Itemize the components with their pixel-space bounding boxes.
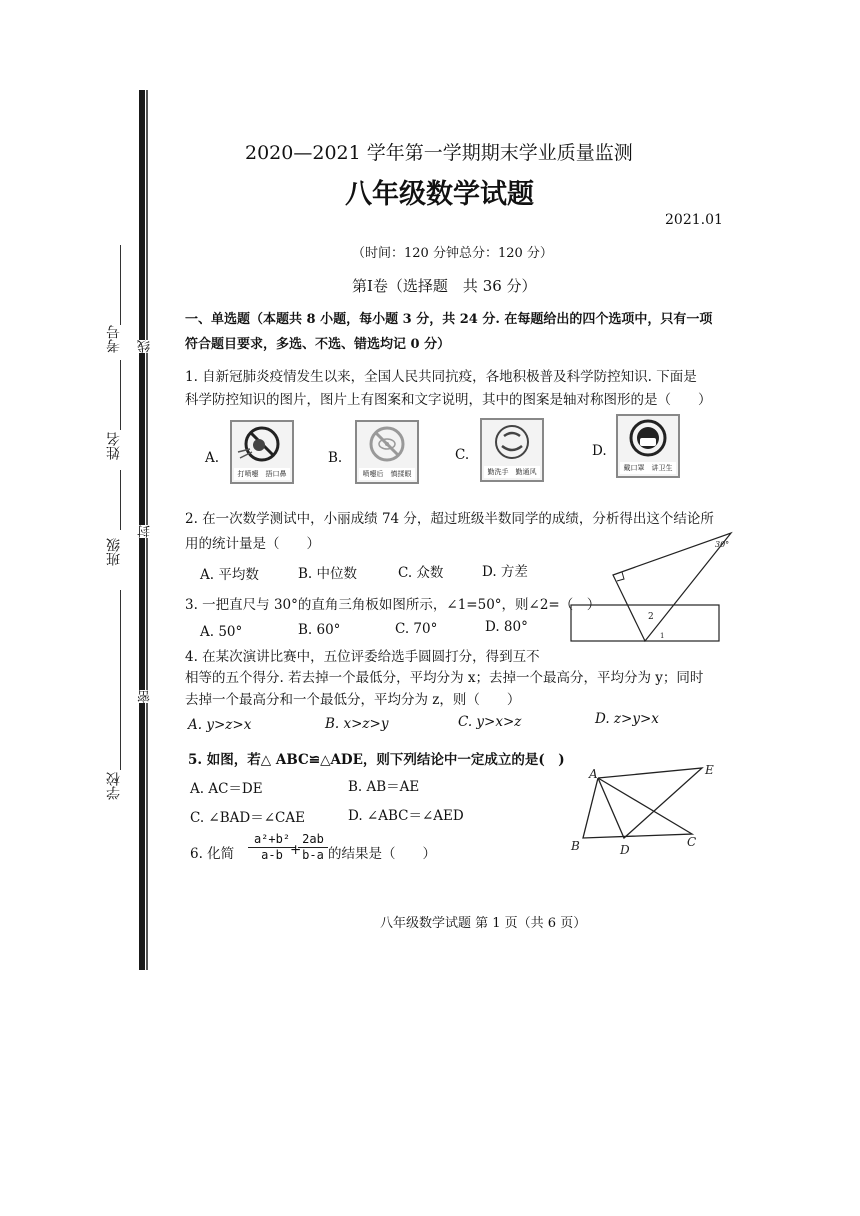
q1-option-c-label: C.	[455, 447, 470, 463]
q4-line1: 4. 在某次演讲比赛中，五位评委给选手圆圆打分，得到互不	[185, 649, 540, 665]
label-xuexiao: 学校	[106, 772, 122, 800]
angle-1-label: 1	[660, 632, 665, 640]
triangle-abc	[583, 778, 692, 838]
banji-blank-line	[120, 470, 121, 530]
point-b-label: B	[571, 839, 580, 853]
q4-line3: 去掉一个最高分和一个最低分，平均分为 z，则（ ）	[185, 692, 521, 708]
q4-option-c: C. y>x>z	[458, 714, 522, 730]
q3-option-a: A. 50°	[200, 624, 243, 640]
time-info: （时间：120 分钟总分：120 分）	[352, 246, 553, 261]
seal-mi: 密	[138, 690, 153, 703]
q2-line1: 2. 在一次数学测试中，小丽成绩 74 分，超过班级半数同学的成绩，分析得出这个结论所	[185, 511, 714, 527]
triangle-shape	[613, 533, 731, 641]
q3-line1: 3. 一把直尺与 30°的直角三角板如图所示，∠1=50°，则∠2=（ ）	[185, 597, 601, 613]
point-e-label: E	[705, 763, 714, 777]
xingming-blank-line	[120, 360, 121, 430]
label-banji: 班级	[106, 538, 122, 566]
q6-frac1-numerator: a²+b²	[248, 832, 296, 848]
q1-option-c-image	[480, 418, 544, 482]
point-a-label: A	[589, 767, 598, 781]
seal-feng: 封	[138, 525, 153, 538]
exam-date: 2021.01	[665, 212, 723, 228]
hand-wash-icon	[482, 420, 542, 466]
q5-option-b: B. AB＝AE	[348, 779, 420, 795]
q1-line1: 1. 自新冠肺炎疫情发生以来，全国人民共同抗疫，各地积极普及科学防控知识. 下面是	[185, 369, 697, 385]
q2-option-b: B. 中位数	[298, 566, 358, 582]
point-d-label: D	[620, 843, 630, 857]
q6-suffix: 的结果是（ ）	[328, 846, 436, 862]
q1-option-b-caption: 喷嚏后 慎揉眼	[359, 468, 415, 480]
q1-option-a-caption: 打喷嚏 捂口鼻	[234, 468, 290, 480]
q2-option-a: A. 平均数	[200, 567, 259, 583]
q1-option-c-caption: 勤洗手 勤通风	[484, 466, 540, 478]
q1-option-a-image	[230, 420, 294, 484]
ruler-shape	[571, 605, 719, 641]
q1-option-d-image	[616, 414, 680, 478]
section-intro-line2: 符合题目要求，多选、不选、错选均记 0 分）	[185, 337, 451, 352]
q1-option-b-label: B.	[328, 450, 343, 466]
q5-line1: 5. 如图，若△ ABC≌△ADE，则下列结论中一定成立的是( )	[188, 752, 565, 768]
q1-option-a-label: A.	[205, 450, 220, 466]
q3-option-b: B. 60°	[298, 622, 341, 638]
angle-30-label: 30°	[715, 540, 730, 549]
point-c-label: C	[687, 835, 697, 849]
page-footer: 八年级数学试题 第 1 页（共 6 页）	[380, 916, 587, 931]
q4-option-a: A. y>z>x	[188, 717, 252, 733]
xuexiao-blank-line	[120, 590, 121, 770]
q6-fraction-1	[248, 832, 296, 862]
q5-option-a: A. AC＝DE	[190, 781, 263, 797]
q1-option-d-label: D.	[592, 443, 607, 459]
q1-option-d-caption: 戴口罩 讲卫生	[620, 462, 676, 474]
sneeze-icon	[232, 422, 292, 468]
exam-title-line1: 2020—2021 学年第一学期期末学业质量监测	[245, 142, 633, 164]
q4-option-d: D. z>y>x	[595, 711, 659, 727]
label-kaohao: 考号	[106, 325, 122, 353]
triangle-ade	[598, 768, 702, 838]
q2-option-c: C. 众数	[398, 565, 444, 581]
q6-fraction-2	[298, 832, 328, 862]
exam-title-line2: 八年级数学试题	[345, 179, 534, 210]
q5-option-c: C. ∠BAD＝∠CAE	[190, 810, 305, 826]
q3-option-d: D. 80°	[485, 619, 528, 635]
mask-face-icon	[618, 416, 678, 462]
q6-frac1-denominator: a-b	[261, 848, 283, 862]
q5-triangles-figure	[565, 758, 740, 858]
q1-option-b-image	[355, 420, 419, 484]
q2-line2: 用的统计量是（ ）	[185, 536, 320, 552]
q2-option-d: D. 方差	[482, 564, 528, 580]
q1-line2: 科学防控知识的图片，图片上有图案和文字说明，其中的图案是轴对称图形的是（ ）	[185, 392, 712, 408]
q6-frac2-denominator: b-a	[302, 848, 324, 862]
section-intro-line1: 一、单选题（本题共 8 小题，每小题 3 分，共 24 分. 在每题给出的四个选项中，只有一项	[185, 312, 713, 327]
label-xingming: 姓名	[106, 432, 122, 460]
seal-xian: 线	[138, 340, 153, 353]
q6-plus: +	[290, 842, 302, 858]
q4-line2: 相等的五个得分. 若去掉一个最低分，平均分为 x；去掉一个最高分，平均分为 y；同时	[185, 670, 704, 686]
angle-2-label: 2	[648, 612, 654, 622]
q6-prefix: 6. 化简	[190, 846, 235, 862]
q3-option-c: C. 70°	[395, 621, 438, 637]
q3-ruler-triangle-figure	[565, 525, 740, 650]
q6-frac2-numerator: 2ab	[298, 832, 328, 848]
no-eye-rub-icon	[357, 422, 417, 468]
kaohao-blank-line	[120, 245, 121, 325]
q5-option-d: D. ∠ABC＝∠AED	[348, 808, 464, 824]
section-title: 第Ⅰ卷（选择题 共 36 分）	[352, 277, 537, 295]
q4-option-b: B. x>z>y	[325, 716, 389, 732]
